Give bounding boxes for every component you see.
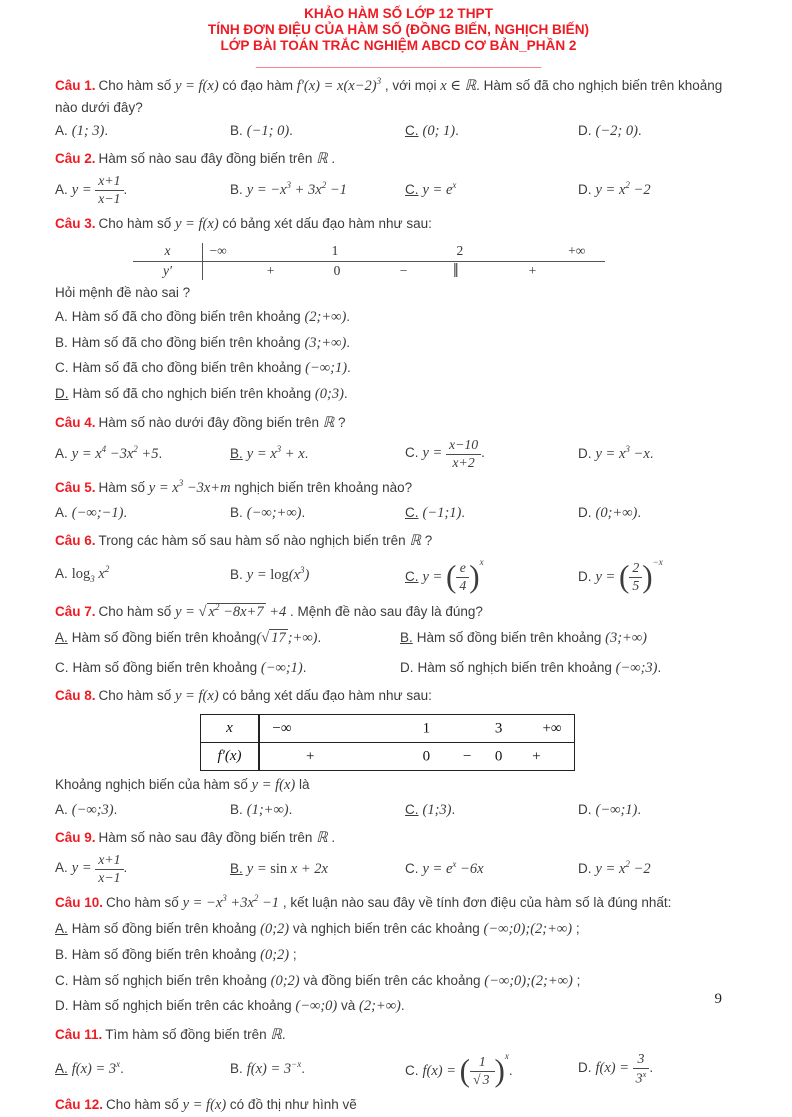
header-line-3: LỚP BÀI TOÁN TRẮC NGHIỆM ABCD CƠ BẢN_PHẦN 2 xyxy=(220,38,577,54)
option-letter: C. xyxy=(405,568,419,584)
question-11-option-d xyxy=(578,1052,742,1086)
option-text: Hàm số đồng biến trên khoảng (−∞;1). xyxy=(72,660,307,677)
header-line-1: KHẢO HÀM SỐ LỚP 12 THPT xyxy=(304,6,493,21)
option-letter: B. xyxy=(55,334,68,350)
question-11-stem xyxy=(55,1025,742,1047)
header-rule: ______________________________________ xyxy=(255,54,542,70)
option-text: (−∞;3). xyxy=(71,801,118,818)
sign-table-var: x xyxy=(201,715,260,742)
option-letter: B. xyxy=(230,801,243,817)
question-8-subquestion: Khoảng nghịch biến của hàm số y = f(x) là xyxy=(55,777,310,794)
question-4-stem xyxy=(55,413,742,435)
option-letter: C. xyxy=(55,972,69,988)
question-12-label: Câu 12. xyxy=(55,1096,104,1112)
option-text: (−∞;−1). xyxy=(71,505,128,522)
question-2-label: Câu 2. xyxy=(55,151,96,167)
sign: + xyxy=(532,748,541,765)
question-7-stem xyxy=(55,601,742,624)
sign-table-sign-row xyxy=(201,743,574,770)
option-text: $y = e^x -6x$ xyxy=(422,859,484,877)
question-12-text: Cho hàm số y = f(x) có đồ thị như hình vẽ xyxy=(106,1096,357,1113)
document-header xyxy=(55,6,742,54)
option-text: $\log_3 x^2$ xyxy=(71,564,110,585)
question-7-option-d xyxy=(400,658,742,679)
question-7-option-a xyxy=(55,628,400,649)
question-7-text: Cho hàm số y = √ $x^2 -8x+7 +4$ . Mệnh đề nào sau đây là đúng? xyxy=(98,601,483,620)
question-5-text: Hàm số $y = x^3 -3x+m$ nghịch biến trên khoảng nào? xyxy=(98,478,413,497)
option-letter: A. xyxy=(55,181,68,197)
question-5 xyxy=(55,477,742,524)
question-4-option-a xyxy=(55,443,230,465)
option-letter: A. xyxy=(55,860,68,876)
question-2-option-d xyxy=(578,180,742,202)
question-7-label: Câu 7. xyxy=(55,603,96,619)
option-text: Hàm số đồng biến trên khoảng (3;+∞) xyxy=(416,630,647,647)
question-2-text: Hàm số nào sau đây đồng biến trên ℝ . xyxy=(98,151,336,168)
option-text: Hàm số đã cho đồng biến trên khoảng (3;+∞). xyxy=(71,334,351,351)
question-11-label: Câu 11. xyxy=(55,1027,103,1043)
option-letter: A. xyxy=(55,308,68,324)
question-2-option-a xyxy=(55,174,230,207)
option-letter: B. xyxy=(400,630,413,646)
option-text: Hàm số đã cho đồng biến trên khoảng (−∞;1). xyxy=(72,360,351,377)
question-6-label: Câu 6. xyxy=(55,533,96,549)
question-10-option-b xyxy=(55,945,742,967)
x-value: 1 xyxy=(422,720,431,737)
option-letter: A. xyxy=(55,921,68,937)
question-2-option-c xyxy=(405,180,578,202)
question-6-option-a xyxy=(55,563,230,586)
question-11-option-a xyxy=(55,1058,230,1080)
question-2-stem xyxy=(55,149,742,171)
option-text: (1;+∞). xyxy=(246,801,293,818)
option-letter: C. xyxy=(405,801,419,817)
option-text: (1;3). xyxy=(422,801,456,818)
option-text: f(x) = ( $\frac{1}{√ 3}$ ) $^x$. xyxy=(422,1050,513,1089)
sign-table-var: x xyxy=(164,243,171,259)
option-letter: D. xyxy=(578,505,592,521)
sign: + xyxy=(266,263,275,279)
option-letter: B. xyxy=(230,1060,243,1076)
question-11-text: Tìm hàm số đồng biến trên ℝ. xyxy=(105,1027,286,1044)
option-letter: B. xyxy=(230,445,243,461)
option-letter: D. xyxy=(578,860,592,876)
question-3-option-c xyxy=(55,358,742,380)
option-text: f(x) = $\frac{3}{3^x}$ . xyxy=(595,1050,654,1086)
option-letter: B. xyxy=(55,946,68,962)
question-11-option-b xyxy=(230,1058,405,1080)
option-letter: B. xyxy=(230,566,243,582)
question-8-options xyxy=(55,800,742,821)
option-text: y = ( $\frac{2}{5}$ ) $^{-x}$ xyxy=(595,556,663,595)
option-text: (0;+∞). xyxy=(595,505,642,522)
question-6-option-d xyxy=(578,556,742,594)
header-line-2: TÍNH ĐƠN ĐIỆU CỦA HÀM SỐ (ĐỒNG BIẾN, NGHỊCH BIẾN) xyxy=(207,22,590,38)
option-text: Hàm số đồng biến trên khoảng(√ 17 ;+∞). xyxy=(71,630,322,647)
x-value: 1 xyxy=(331,243,339,259)
question-8 xyxy=(55,686,742,821)
question-10-option-c xyxy=(55,971,742,993)
option-letter: C. xyxy=(405,182,419,198)
option-text: (0; 1). xyxy=(422,123,459,140)
option-letter: A. xyxy=(55,1060,68,1076)
question-5-option-c xyxy=(405,503,578,524)
question-8-stem xyxy=(55,686,742,708)
option-text: $f(x) = 3^{-x}$. xyxy=(246,1058,305,1077)
option-text: $y = \log(x^3)$ xyxy=(246,564,310,583)
question-9-option-b xyxy=(230,859,405,880)
sign-table-fn: f′(x) xyxy=(201,743,260,770)
option-letter: D. xyxy=(578,445,592,461)
question-3-label: Câu 3. xyxy=(55,215,96,231)
option-letter: D. xyxy=(578,1060,592,1076)
x-value: 3 xyxy=(494,720,503,737)
option-text: (−2; 0). xyxy=(595,123,642,140)
sign: + xyxy=(306,748,315,765)
x-value: +∞ xyxy=(542,720,562,737)
page-number: 9 xyxy=(714,991,722,1007)
question-7-option-c xyxy=(55,658,400,679)
sign-table-x-row xyxy=(133,242,605,262)
option-text: Hàm số đã cho đồng biến trên khoảng (2;+∞). xyxy=(71,308,351,325)
question-8-option-c xyxy=(405,800,578,821)
sign: − xyxy=(399,263,408,279)
option-letter: C. xyxy=(405,1062,419,1078)
option-letter: D. xyxy=(578,568,592,584)
sign: − xyxy=(463,748,472,765)
question-1-options xyxy=(55,121,742,142)
question-5-option-b xyxy=(230,503,405,524)
option-text: $y = x^2 -2$ xyxy=(595,180,651,199)
option-letter: D. xyxy=(578,182,592,198)
x-value: 2 xyxy=(456,243,464,259)
question-2 xyxy=(55,149,742,207)
question-1-option-a xyxy=(55,121,230,142)
question-9-options xyxy=(55,853,742,886)
question-1-label: Câu 1. xyxy=(55,78,96,94)
option-text: $y = e^x$ xyxy=(422,180,457,199)
question-2-option-b xyxy=(230,180,405,202)
question-6-text: Trong các hàm số sau hàm số nào nghịch biến trên ℝ ? xyxy=(98,533,433,550)
question-10-text: Cho hàm số $y = -x^3 +3x^2 -1$ , kết luận nào sau đây về tính đơn điệu của hàm số là đúng nhất: xyxy=(106,893,672,912)
option-text: (−∞;1). xyxy=(595,801,642,818)
question-7-option-b xyxy=(400,628,742,649)
question-5-stem xyxy=(55,477,742,500)
question-4-option-c xyxy=(405,438,578,471)
question-4 xyxy=(55,413,742,471)
question-9-option-c xyxy=(405,858,578,880)
question-6 xyxy=(55,531,742,594)
option-letter: D. xyxy=(55,998,69,1014)
sign-table xyxy=(133,242,605,281)
option-text: Hàm số đồng biến trên khoảng (0;2) ; xyxy=(71,946,297,963)
option-letter: C. xyxy=(55,360,69,376)
question-8-text: Cho hàm số y = f(x) có bảng xét dấu đạo hàm như sau: xyxy=(98,688,432,705)
option-text: Hàm số đồng biến trên khoảng (0;2) và nghịch biến trên các khoảng (−∞;0);(2;+∞) ; xyxy=(71,921,580,938)
option-text: (−1; 0). xyxy=(246,123,293,140)
question-1-stem xyxy=(55,76,742,119)
question-1-option-d xyxy=(578,121,742,142)
option-text: $y = -x^3 + 3x^2 -1$ xyxy=(246,180,347,199)
option-text: Hàm số đã cho nghịch biến trên khoảng (0;3). xyxy=(72,386,348,403)
question-11 xyxy=(55,1025,742,1088)
question-4-label: Câu 4. xyxy=(55,414,96,430)
question-11-option-c xyxy=(405,1050,578,1088)
option-letter: B. xyxy=(230,860,243,876)
question-7 xyxy=(55,601,742,680)
question-5-option-d xyxy=(578,503,742,524)
option-letter: B. xyxy=(230,505,243,521)
question-3-option-d xyxy=(55,384,742,406)
option-letter: C. xyxy=(405,505,419,521)
question-4-option-b xyxy=(230,443,405,465)
question-3-options xyxy=(55,307,742,406)
option-letter: A. xyxy=(55,630,68,646)
question-3 xyxy=(55,214,742,406)
sign-table-boxed xyxy=(200,714,575,771)
option-text: $y = x^3 + x$. xyxy=(246,444,309,462)
x-value: −∞ xyxy=(272,720,292,737)
question-2-options xyxy=(55,174,742,207)
option-text: y = $\frac{x+1}{x-1}$ . xyxy=(71,851,128,885)
sign: 0 xyxy=(333,263,341,279)
question-12-stem xyxy=(55,1095,742,1117)
option-text: y = $\frac{x+1}{x-1}$ . xyxy=(71,173,128,207)
option-letter: C. xyxy=(405,123,419,139)
question-8-option-d xyxy=(578,800,742,821)
x-value: +∞ xyxy=(568,243,586,259)
option-letter: B. xyxy=(230,123,243,139)
sign-table-x-row xyxy=(201,715,574,743)
question-8-option-a xyxy=(55,800,230,821)
option-text: (−∞;+∞). xyxy=(246,505,306,522)
question-6-options xyxy=(55,556,742,594)
option-letter: A. xyxy=(55,801,68,817)
question-8-option-b xyxy=(230,800,405,821)
option-text: y = sin x + 2x xyxy=(246,860,328,877)
option-letter: D. xyxy=(578,801,592,817)
option-letter: D. xyxy=(55,386,69,402)
option-text: Hàm số nghịch biến trên khoảng (−∞;3). xyxy=(417,660,662,677)
question-9-stem xyxy=(55,828,742,850)
question-6-stem xyxy=(55,531,742,553)
question-12 xyxy=(55,1095,742,1117)
x-value: −∞ xyxy=(209,243,227,259)
question-9 xyxy=(55,828,742,886)
question-4-options xyxy=(55,438,742,471)
sign: 0 xyxy=(422,748,431,765)
question-4-option-d xyxy=(578,443,742,465)
option-letter: C. xyxy=(405,860,419,876)
question-1-option-b xyxy=(230,121,405,142)
option-letter: C. xyxy=(55,660,69,676)
option-text: y = $\frac{x-10}{x+2}$ . xyxy=(422,436,485,470)
question-4-text: Hàm số nào dưới đây đồng biến trên ℝ ? xyxy=(98,414,346,431)
question-10-stem xyxy=(55,892,742,915)
option-letter: B. xyxy=(230,182,243,198)
question-3-option-b xyxy=(55,333,742,355)
option-letter: C. xyxy=(405,445,419,461)
option-text: Hàm số nghịch biến trên các khoảng (−∞;0) và (2;+∞). xyxy=(72,998,405,1015)
question-3-option-a xyxy=(55,307,742,329)
option-text: $y = x^3 -x$. xyxy=(595,444,654,462)
question-7-options xyxy=(55,628,742,679)
option-letter: D. xyxy=(400,660,414,676)
question-10-option-a xyxy=(55,919,742,941)
option-letter: A. xyxy=(55,445,68,461)
question-10-options xyxy=(55,919,742,1018)
option-text: $y = x^2 -2$ xyxy=(595,859,651,877)
option-text: y = ( $\frac{e}{4}$ ) $^x$ xyxy=(422,556,484,595)
option-text: (−1;1). xyxy=(422,505,466,522)
option-letter: D. xyxy=(578,123,592,139)
question-10-label: Câu 10. xyxy=(55,895,104,911)
question-1 xyxy=(55,76,742,143)
question-3-text: Cho hàm số y = f(x) có bảng xét dấu đạo hàm như sau: xyxy=(98,215,432,232)
sign: 0 xyxy=(494,748,503,765)
question-5-option-a xyxy=(55,503,230,524)
question-9-option-a xyxy=(55,853,230,886)
option-text: Hàm số nghịch biến trên khoảng (0;2) và đồng biến trên các khoảng (−∞;0);(2;+∞) ; xyxy=(72,972,581,989)
question-1-text: Cho hàm số y = f(x) có đạo hàm $f'(x) = x(x-2)^3$ , với mọi x ∈ ℝ. Hàm số đã cho nghịch biến trên khoảng nào dưới đây? xyxy=(55,76,723,116)
question-8-label: Câu 8. xyxy=(55,688,96,704)
question-6-option-b xyxy=(230,564,405,586)
question-9-label: Câu 9. xyxy=(55,829,96,845)
question-5-options xyxy=(55,503,742,524)
question-9-option-d xyxy=(578,858,742,880)
option-text: $f(x) = 3^x$. xyxy=(71,1058,124,1077)
double-bar: ‖ xyxy=(453,259,459,282)
option-text: (1; 3). xyxy=(71,123,109,140)
option-letter: A. xyxy=(55,123,68,139)
question-9-text: Hàm số nào sau đây đồng biến trên ℝ . xyxy=(98,829,336,846)
question-3-subquestion: Hỏi mệnh đề nào sai ? xyxy=(55,284,191,300)
option-text: $y = x^4 -3x^2 +5$. xyxy=(71,444,163,462)
sign-table-sign-row xyxy=(133,259,605,282)
question-6-option-c xyxy=(405,556,578,594)
question-10 xyxy=(55,892,742,1018)
question-3-stem xyxy=(55,214,742,236)
question-11-options xyxy=(55,1050,742,1088)
option-letter: A. xyxy=(55,566,68,582)
sign: + xyxy=(528,263,537,279)
question-1-option-c xyxy=(405,121,578,142)
question-5-label: Câu 5. xyxy=(55,480,96,496)
sign-table-fn: y′ xyxy=(163,263,172,279)
question-10-option-d xyxy=(55,996,742,1018)
option-letter: A. xyxy=(55,505,68,521)
